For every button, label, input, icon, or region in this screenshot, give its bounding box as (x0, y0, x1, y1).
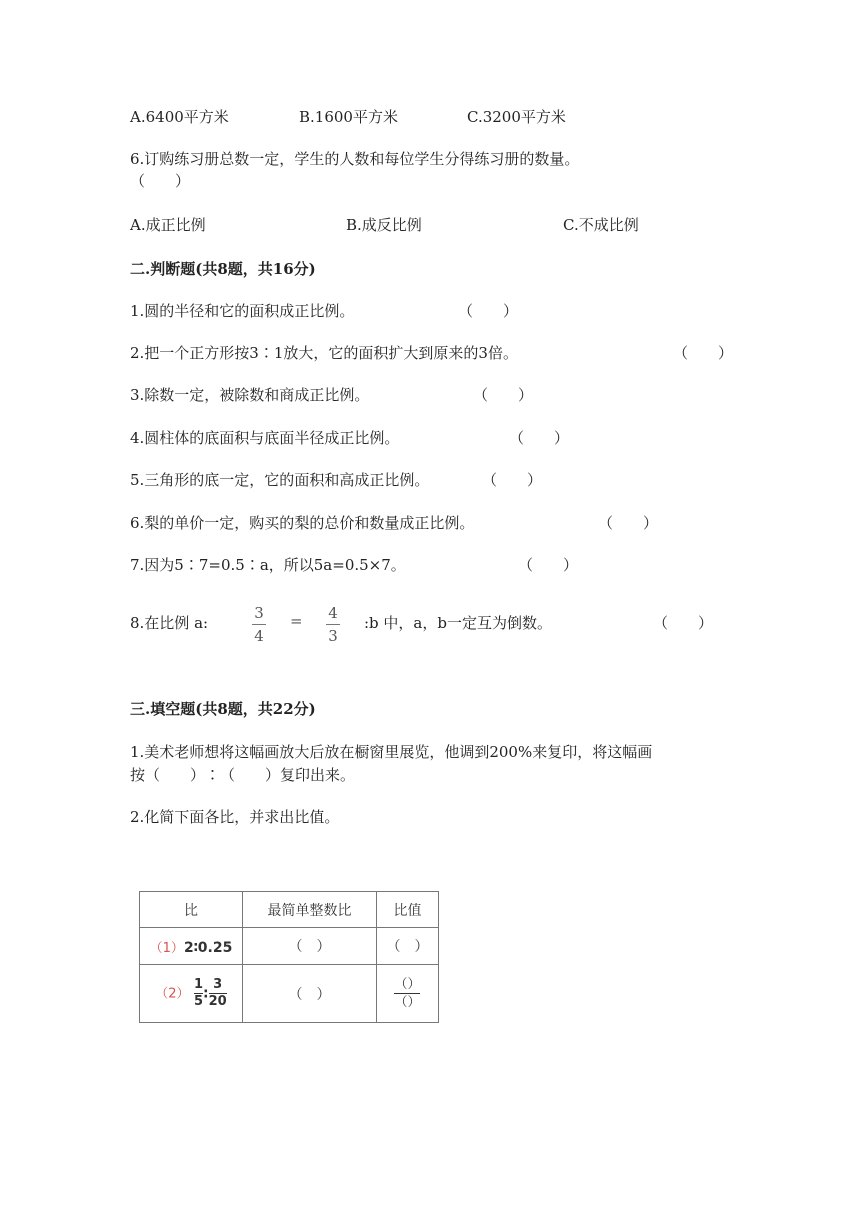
section2-title: 二.判断题(共8题，共16分) (130, 260, 316, 278)
q6-text: 6.订购练习册总数一定，学生的人数和每位学生分得练习册的数量。 (130, 150, 580, 168)
q6-option-c: C.不成比例 (563, 216, 639, 234)
judge-item-8-suffix: :b 中，a，b一定互为倒数。 (364, 614, 552, 632)
judge-item-5: 5.三角形的底一定，它的面积和高成正比例。 (130, 471, 430, 489)
ratio-colon: : (203, 985, 209, 1002)
ratio-table (139, 891, 439, 1023)
row1-ratio-cell (140, 928, 243, 965)
header-ratio-value: 比值 (377, 892, 439, 928)
equals-sign: = (290, 612, 303, 630)
fraction-denominator: 5 (193, 994, 204, 1009)
judge-paren-2: （ ） (673, 344, 734, 362)
judge-paren-8: （ ） (653, 614, 714, 632)
row1-ratio: 2∶0.25 (183, 939, 233, 956)
fraction-numerator: 1 (193, 977, 204, 992)
table-row (140, 928, 439, 965)
blank-fraction (394, 977, 420, 1010)
q5-option-c: C.3200平方米 (467, 108, 566, 126)
judge-item-4: 4.圆柱体的底面积与底面半径成正比例。 (130, 429, 400, 447)
row2-ratio-cell (140, 965, 243, 1023)
fill-item-2: 2.化简下面各比，并求出比值。 (130, 808, 340, 826)
q6-paren: （ ） (130, 172, 191, 190)
row1-value-blank[interactable]: （ ） (377, 928, 439, 965)
row2-value-cell[interactable] (377, 965, 439, 1023)
judge-item-3: 3.除数一定，被除数和商成正比例。 (130, 386, 370, 404)
judge-paren-5: （ ） (482, 471, 543, 489)
fraction-three-twentieths (209, 978, 227, 1009)
fraction-one-fifth (194, 978, 203, 1009)
fraction-numerator: 3 (213, 977, 223, 992)
q5-option-b: B.1600平方米 (299, 108, 398, 126)
q5-option-a: A.6400平方米 (130, 108, 229, 126)
q6-option-b: B.成反比例 (346, 216, 422, 234)
fraction-denominator: 20 (208, 994, 227, 1009)
row2-blank[interactable]: （ ） (243, 965, 377, 1023)
section3-title: 三.填空题(共8题，共22分) (130, 700, 316, 718)
fraction-four-thirds (324, 604, 342, 645)
judge-item-2: 2.把一个正方形按3∶1放大，它的面积扩大到原来的3倍。 (130, 344, 518, 362)
row1-blank[interactable]: （ ） (243, 928, 377, 965)
fill-item-1-line1: 1.美术老师想将这幅画放大后放在橱窗里展览，他调到200%来复印，将这幅画 (130, 743, 653, 761)
table-row (140, 965, 439, 1023)
judge-item-7: 7.因为5∶7=0.5∶a，所以5a=0.5×7。 (130, 556, 406, 574)
fraction-numerator: 3 (254, 604, 264, 622)
judge-item-1: 1.圆的半径和它的面积成正比例。 (130, 302, 355, 320)
fraction-three-quarters (250, 604, 268, 645)
judge-item-6: 6.梨的单价一定，购买的梨的总价和数量成正比例。 (130, 514, 475, 532)
header-ratio: 比 (140, 892, 243, 928)
fraction-denominator: 4 (254, 627, 264, 645)
fraction-numerator-blank: （） (394, 977, 421, 992)
judge-paren-4: （ ） (509, 429, 570, 447)
header-simplest-ratio: 最简单整数比 (243, 892, 377, 928)
fraction-denominator: 3 (328, 627, 338, 645)
fill-item-1-line2: 按（ ）∶（ ）复印出来。 (130, 766, 356, 784)
row-label: （1） (149, 940, 184, 956)
judge-paren-3: （ ） (473, 386, 534, 404)
fraction-numerator: 4 (328, 604, 338, 622)
q6-option-a: A.成正比例 (130, 216, 206, 234)
fraction-denominator-blank: （） (394, 995, 421, 1010)
judge-item-8-prefix: 8.在比例 a: (130, 614, 209, 632)
judge-paren-1: （ ） (458, 302, 519, 320)
judge-paren-6: （ ） (598, 514, 659, 532)
row-label: （2） (155, 986, 190, 1002)
judge-paren-7: （ ） (518, 556, 579, 574)
